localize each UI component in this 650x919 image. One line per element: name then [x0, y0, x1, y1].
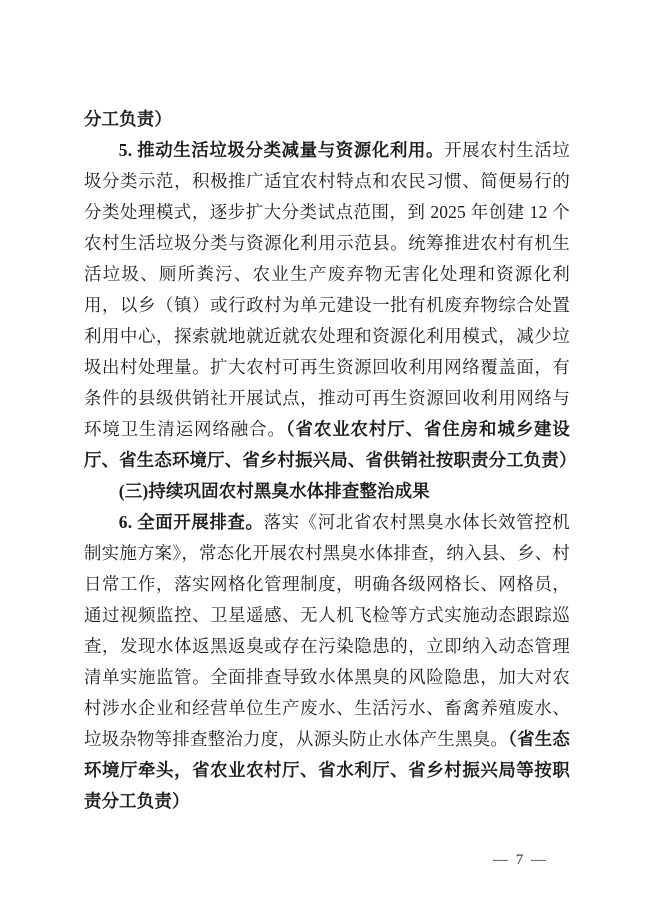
paragraph-continuation: [84, 104, 570, 135]
item-6-attribution: （省生态环境厅牵头，省农业农村厅、省水利厅、省乡村振兴局等按职责分工负责）: [84, 729, 570, 811]
item-5-attribution: （省农业农村厅、省住房和城乡建设厅、省生态环境厅、省乡村振兴局、省供销社按职责分工负责）: [84, 419, 577, 470]
page-number: — 7 —: [493, 852, 548, 868]
item-5-body: 开展农村生活垃圾分类示范，积极推广适宜农村特点和农民习惯、简便易行的分类处理模式，逐步扩大分类试点范围，到 2025 年创建 12 个农村生活垃圾分类与资源化利用示范县。统筹推进农村有机生活垃圾、厕所粪污、农业生产废弃物无害化处理和资源化利用，以乡（镇）或行政村为单元建设一批有机废弃物综合处置利用中心，探索就地就近就农处理和资源化利用模式，减少垃圾出村处理量。扩大农村可再生资源回收利用网络覆盖面，有条件的县级供销社开展试点，推动可再生资源回收利用网络与环境卫生清运网络融合。: [84, 140, 570, 439]
item-5-lead: 5. 推动生活垃圾分类减量与资源化利用。: [118, 140, 445, 160]
section-heading-3-text: (三)持续巩固农村黑臭水体排查整治成果: [118, 481, 430, 501]
item-6-lead: 6. 全面开展排查。: [118, 512, 264, 532]
continuation-text: 分工负责）: [84, 109, 172, 129]
paragraph-item-5: [84, 135, 577, 476]
item-6-body: 落实《河北省农村黑臭水体长效管控机制实施方案》，常态化开展农村黑臭水体排查，纳入县、乡、村日常工作，落实网格化管理制度，明确各级网格长、网格员，通过视频监控、卫星遥感、无人机飞检等方式实施动态跟踪巡查，发现水体返黑返臭或存在污染隐患的，立即纳入动态管理清单实施监管。全面排查导致水体黑臭的风险隐患，加大对农村涉水企业和经营单位生产废水、生活污水、畜禽养殖废水、垃圾杂物等排查整治力度，从源头防止水体产生黑臭。: [84, 512, 570, 749]
paragraph-item-6: [84, 507, 570, 817]
section-heading-3: [84, 476, 570, 507]
